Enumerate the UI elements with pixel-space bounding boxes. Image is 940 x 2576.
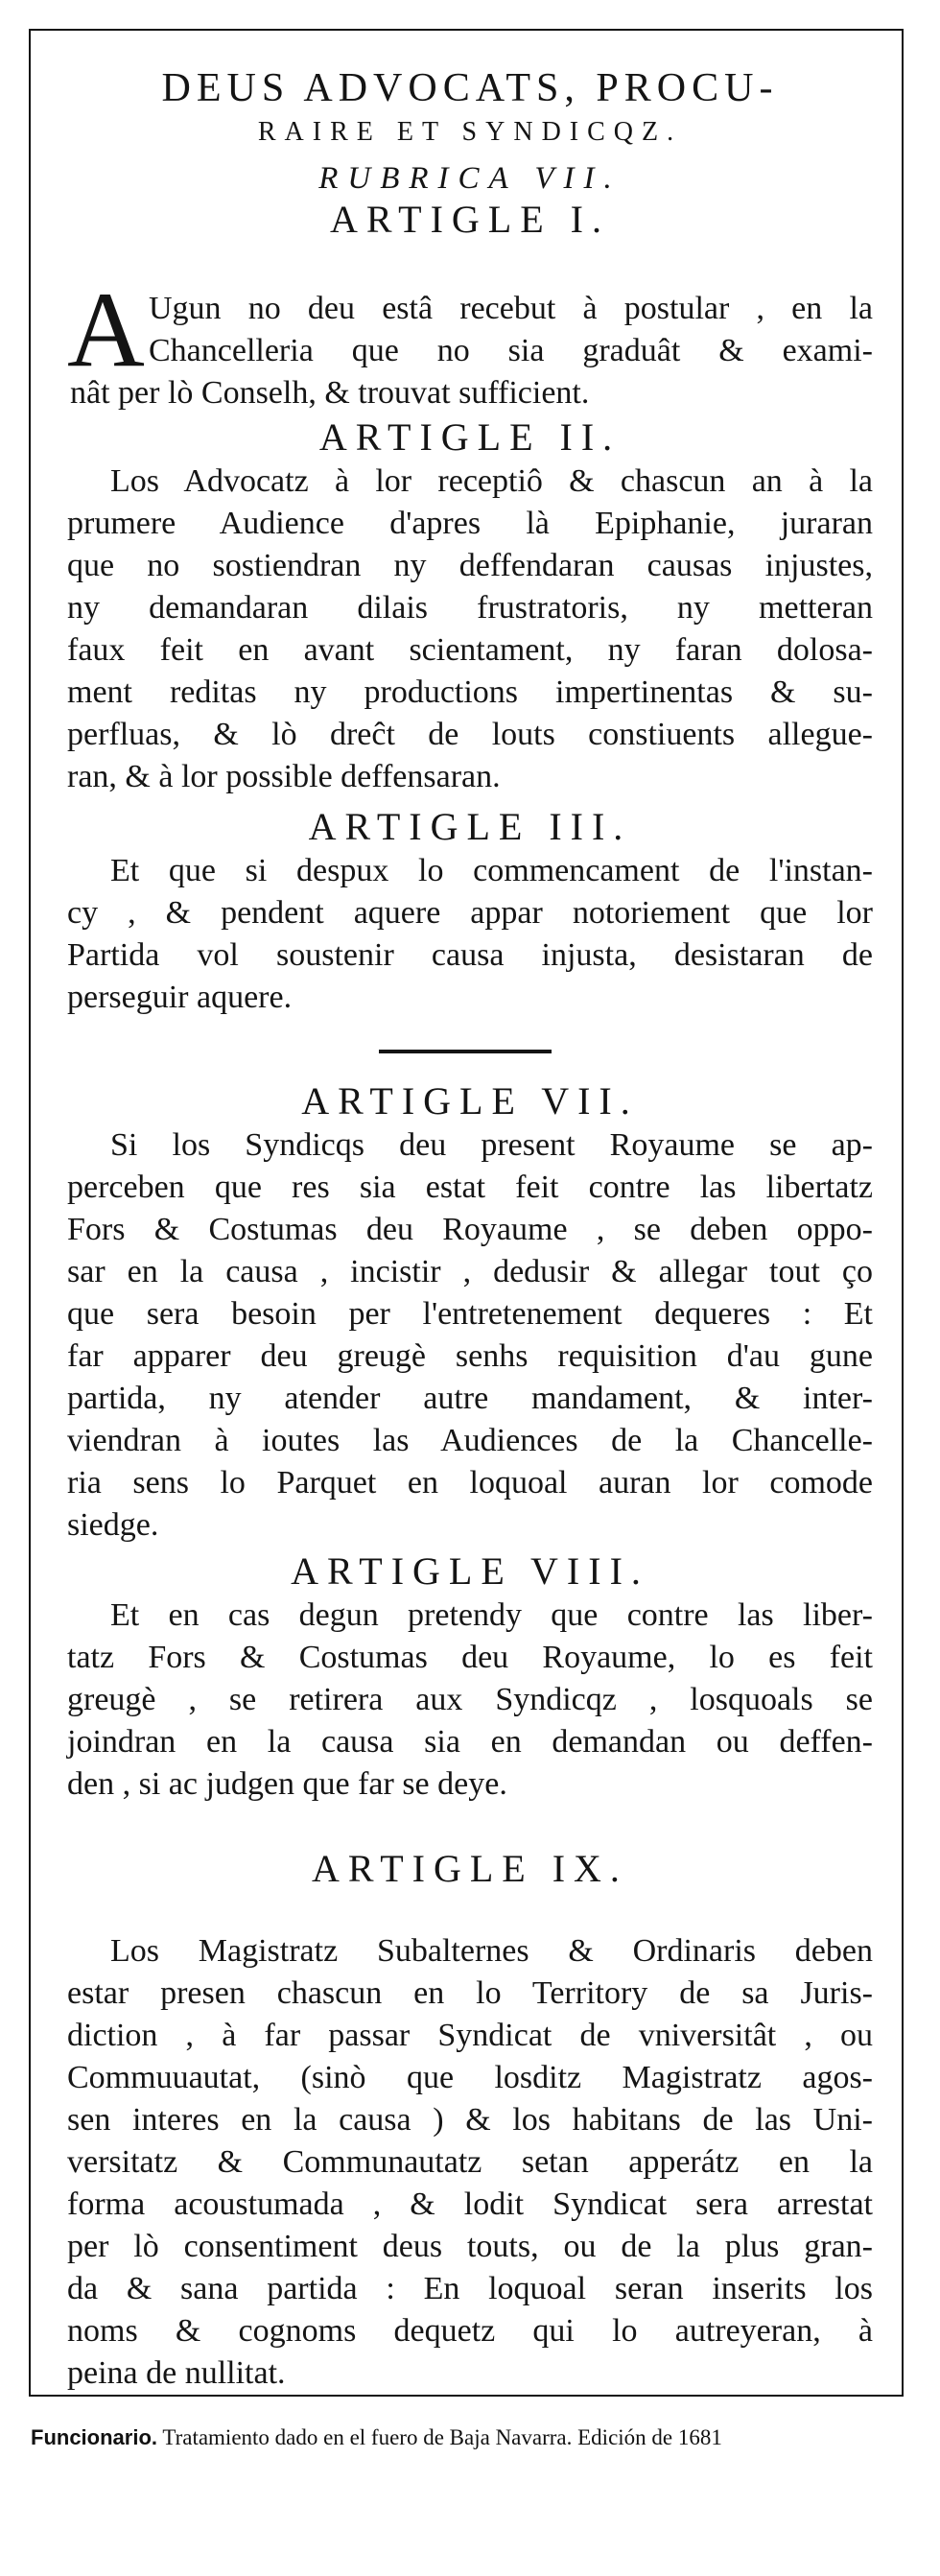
text-line: que sera besoin per l'entretenement dequeres : Et <box>67 1296 873 1332</box>
text-line: partida, ny atender autre mandament, & inter- <box>67 1381 873 1416</box>
text-line: far apparer deu greugè senhs requisition d'au gune <box>67 1338 873 1374</box>
text-line: Partida vol soustenir causa injusta, desistaran de <box>67 937 873 973</box>
text-line: peina de nullitat. <box>67 2355 286 2391</box>
text-line: nât per lò Conselh, & trouvat sufficient. <box>70 375 590 411</box>
text-line: perfluas, & lò dreĉt de louts constiuents allegue- <box>67 717 873 752</box>
text-line: noms & cognoms dequetz qui lo autreyeran, à <box>67 2313 873 2349</box>
drop-cap: A <box>67 271 145 390</box>
text-line: perseguir aquere. <box>67 980 293 1015</box>
text-line: viendran à ioutes las Audiences de la Chancelle- <box>67 1423 873 1458</box>
text-line: den , si ac judgen que far se deye. <box>67 1766 507 1802</box>
figure-caption <box>31 2423 904 2451</box>
caption-text: Tratamiento dado en el fuero de Baja Navarra. Edición de 1681 <box>157 2425 722 2449</box>
text-line: Chancelleria que no sia graduât & exami- <box>149 333 873 368</box>
article-7-heading: ARTIGLE VII. <box>301 1079 639 1123</box>
text-line: Si los Syndicqs deu present Royaume se ap- <box>110 1127 873 1163</box>
article-7-body <box>67 1124 873 1547</box>
caption-label: Funcionario. <box>31 2425 157 2449</box>
subtitle: RAIRE ET SYNDICQZ. <box>257 117 683 147</box>
text-line: sen interes en la causa ) & los habitans de las Uni- <box>67 2102 873 2138</box>
article-3-body <box>67 850 873 1019</box>
article-1-heading: ARTIGLE I. <box>330 198 610 241</box>
text-line: Los Advocatz à lor receptiô & chascun an à la <box>110 463 873 499</box>
article-8-body <box>67 1595 873 1806</box>
text-line: joindran en la causa sia en demandan ou deffen- <box>67 1724 873 1760</box>
text-line: siedge. <box>67 1507 159 1543</box>
article-2-body <box>67 461 873 798</box>
article-2-heading: ARTIGLE II. <box>318 415 622 459</box>
text-line: sar en la causa , incistir , dedusir & allegar tout ço <box>67 1254 873 1289</box>
rubrica-heading: RUBRICA VII. <box>318 161 622 196</box>
text-line: faux feit en avant scientament, ny faran dolosa- <box>67 632 873 668</box>
text-line: per lò consentiment deus touts, ou de la plus gran- <box>67 2229 873 2264</box>
text-line: prumere Audience d'apres là Epiphanie, juraran <box>67 506 873 541</box>
text-line: ria sens lo Parquet en loquoal auran lor comode <box>67 1465 873 1501</box>
text-line: greugè , se retirera aux Syndicqz , losquoals se <box>67 1682 873 1717</box>
text-line: Los Magistratz Subalternes & Ordinaris deben <box>110 1933 873 1969</box>
text-line: Et en cas degun pretendy que contre las liber- <box>110 1597 873 1633</box>
article-1-body <box>149 288 873 372</box>
text-line: estar presen chascun en lo Territory de sa Juris- <box>67 1975 873 2011</box>
text-line: ny demandaran dilais frustratoris, ny metteran <box>67 590 873 626</box>
article-9-body <box>67 1930 873 2395</box>
main-title: DEUS ADVOCATS, PROCU- <box>161 66 779 110</box>
text-line: forma acoustumada , & lodit Syndicat sera arrestat <box>67 2186 873 2222</box>
text-line: versitatz & Communautatz setan apperátz en la <box>67 2144 873 2180</box>
text-line: Fors & Costumas deu Royaume , se deben oppo- <box>67 1212 873 1247</box>
text-line: diction , à far passar Syndicat de vniversitât , ou <box>67 2018 873 2053</box>
text-line: cy , & pendent aquere appar notoriement que lor <box>67 895 873 931</box>
article-8-heading: ARTIGLE VIII. <box>291 1549 649 1593</box>
article-3-heading: ARTIGLE III. <box>308 805 632 848</box>
article-9-heading: ARTIGLE IX. <box>312 1847 628 1890</box>
text-line: Ugun no deu estâ recebut à postular , en la <box>149 291 873 326</box>
text-line: perceben que res sia estat feit contre las libertatz <box>67 1170 873 1205</box>
text-line: que no sostiendran ny deffendaran causas injustes, <box>67 548 873 583</box>
text-line: ran, & à lor possible deffensaran. <box>67 759 501 794</box>
text-line: tatz Fors & Costumas deu Royaume, lo es feit <box>67 1640 873 1675</box>
article-1-body-end <box>67 372 873 414</box>
section-divider <box>379 1050 552 1053</box>
text-line: Et que si despux lo commencament de l'instan- <box>110 853 873 888</box>
text-line: da & sana partida : En loquoal seran inserits los <box>67 2271 873 2306</box>
text-line: Commuuautat, (sinò que losditz Magistratz agos- <box>67 2060 873 2095</box>
text-line: ment reditas ny productions impertinentas & su- <box>67 674 873 710</box>
